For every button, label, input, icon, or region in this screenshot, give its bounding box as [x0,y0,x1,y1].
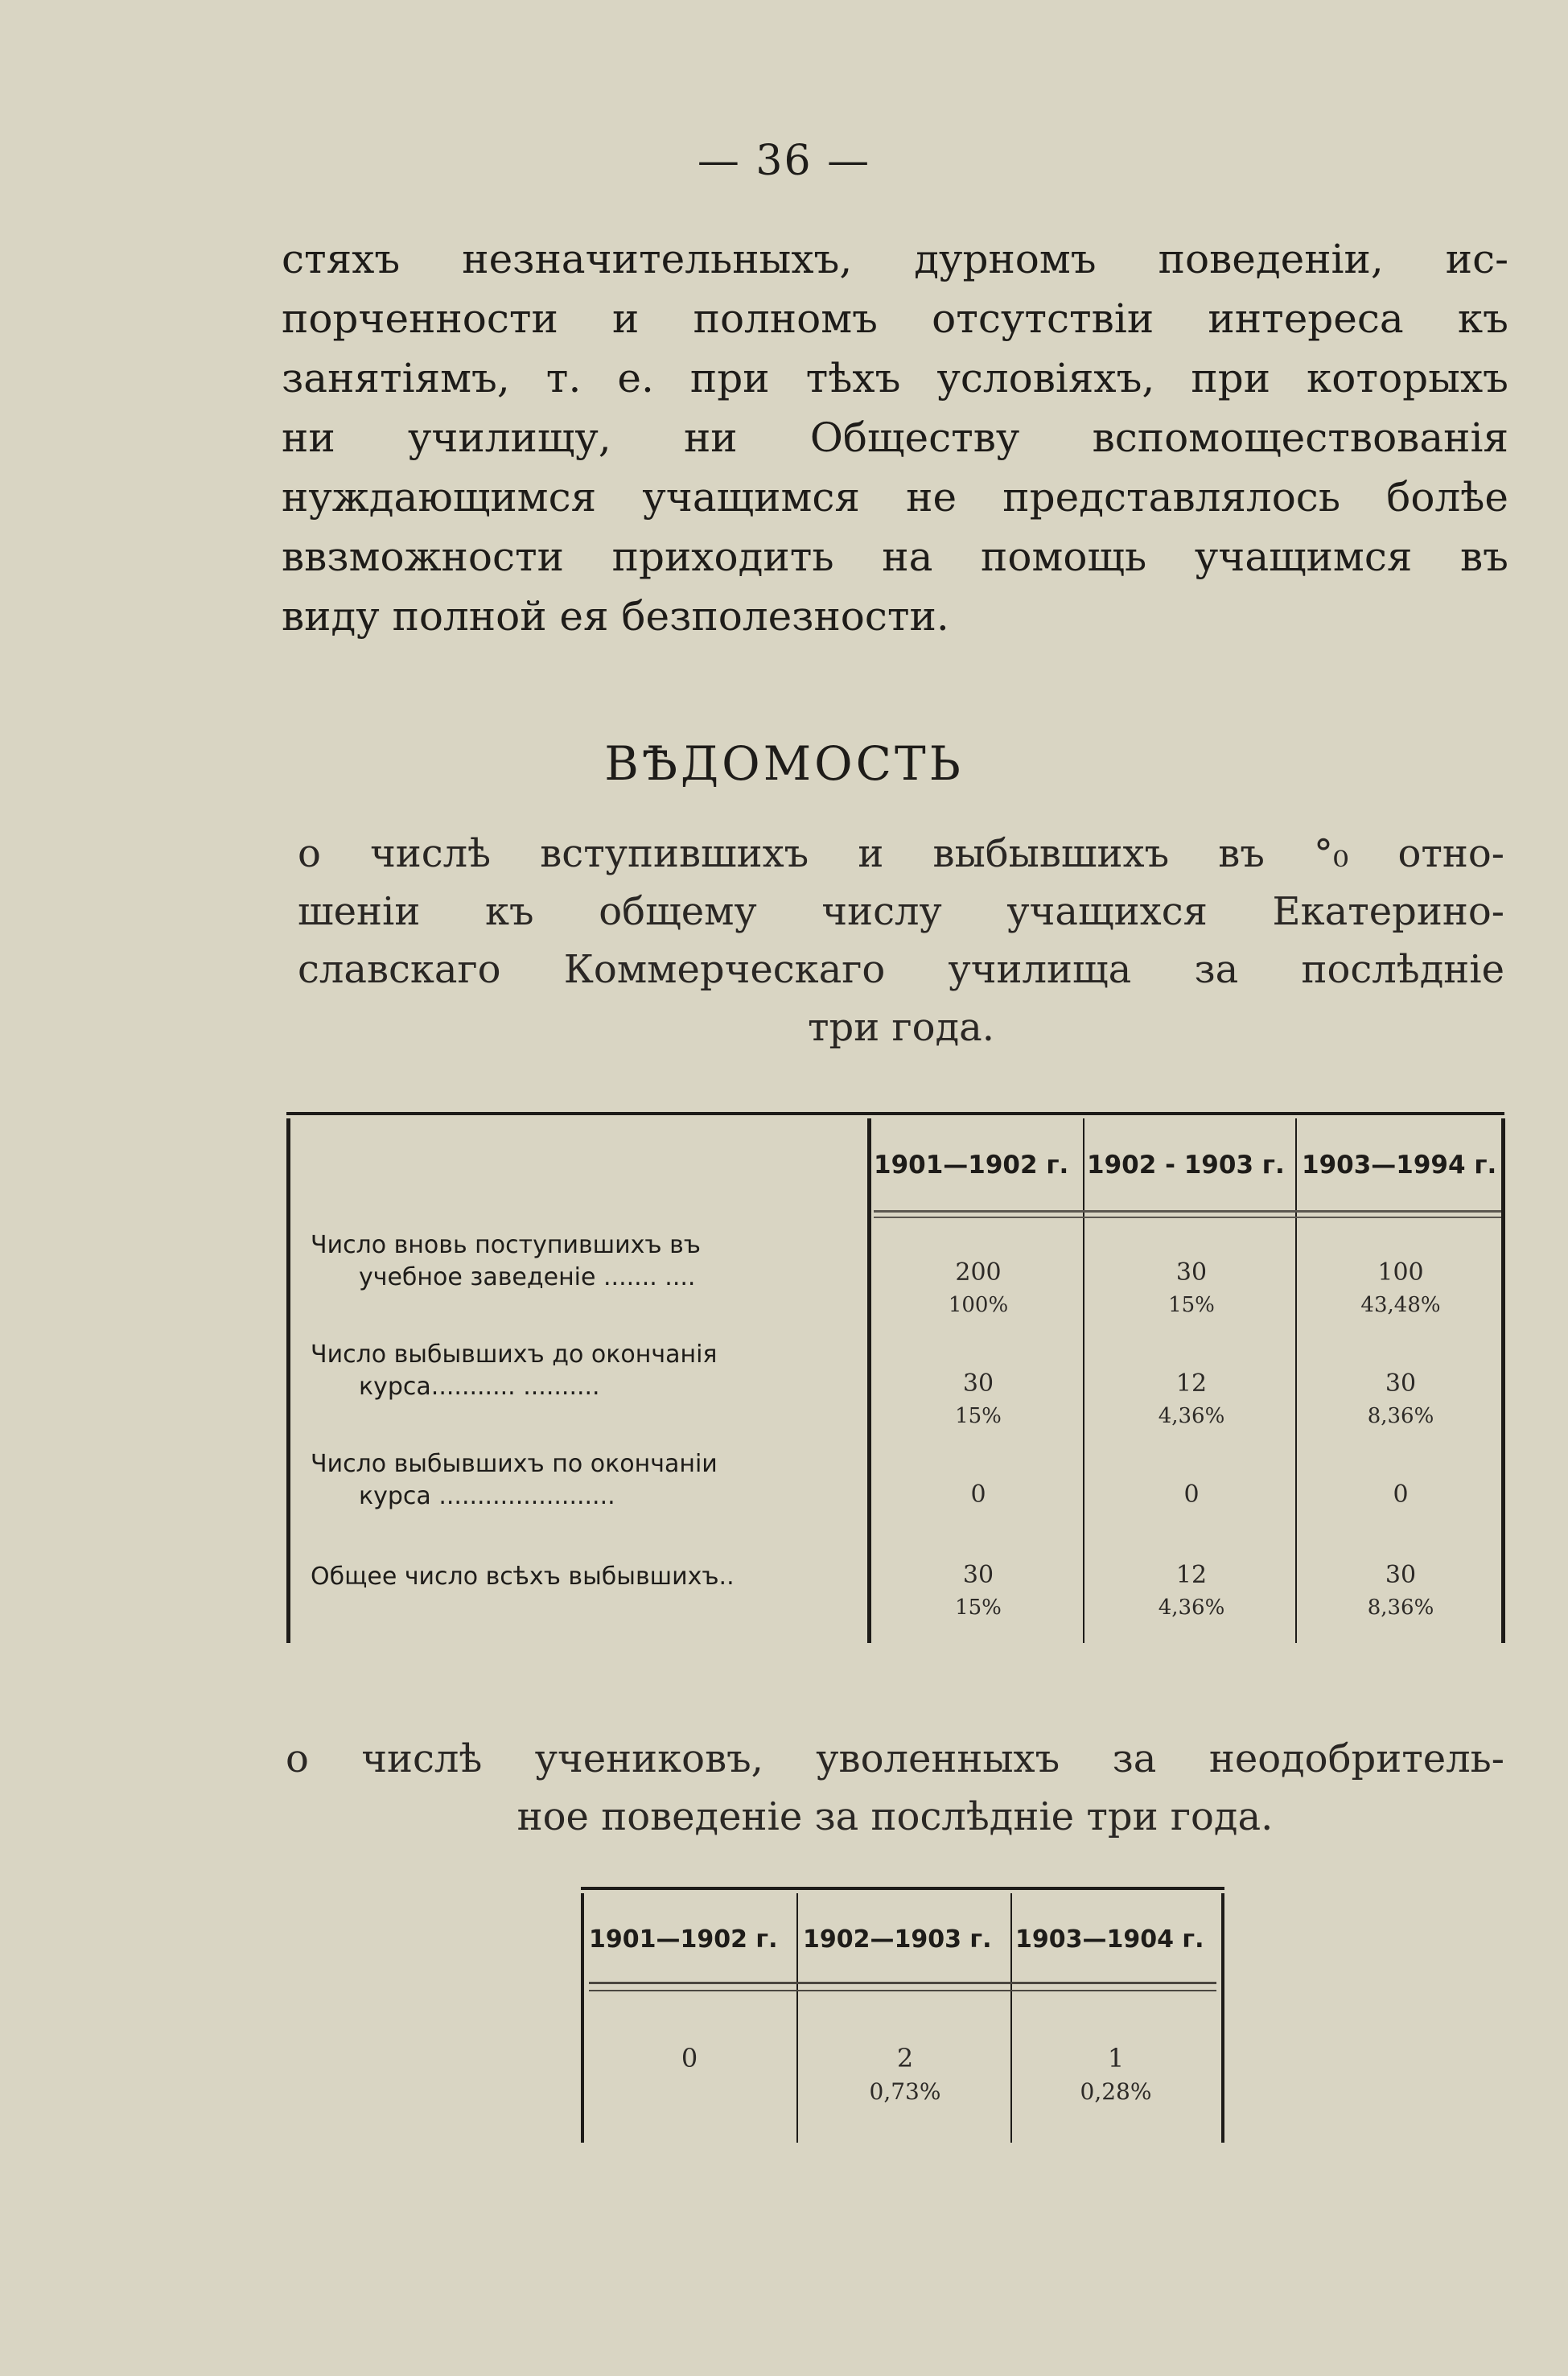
table-cell: 100 43,48% [1360,1258,1441,1317]
caption-line: о числѣ вступившихъ и выбывшихъ въ °₀ отно- [298,831,1504,876]
header-rule [874,1217,1501,1218]
table-cell: 0 [970,1480,986,1509]
table-border-left [581,1893,584,2143]
dismissal-table [581,1887,1224,2143]
table-cell: 2 0,73% [869,2043,941,2105]
table-divider [796,1893,798,2143]
caption-line: о числѣ учениковъ, уволенныхъ за неодобритель- [286,1736,1504,1781]
table-cell: 1 0,28% [1080,2043,1152,2105]
table-cell: 0 [681,2043,698,2073]
table1-caption [298,825,1504,1056]
row-label [311,1448,874,1513]
header-rule [589,1990,1216,1991]
row-label-line: учебное заведеніе ....... .... [359,1263,696,1291]
row-label [311,1339,874,1403]
text-line: нуждающимся учащимся не представлялось болѣе [282,474,1508,521]
text-line: занятіямъ, т. е. при тѣхъ условіяхъ, при которыхъ [282,355,1508,401]
column-header: 1901—1902 г. [874,1151,1069,1180]
table-divider [1010,1893,1012,2143]
table-cell: 30 15% [955,1369,1002,1428]
enrollment-table [286,1112,1504,1643]
text-line: виду полной ея безполезности. [282,593,949,640]
table-cell: 30 8,36% [1367,1561,1434,1620]
table-cell: 200 100% [948,1258,1009,1317]
table-cell: 0 [1393,1480,1409,1509]
column-header: 1902—1903 г. [803,1925,992,1954]
table-divider [1083,1118,1084,1643]
row-label [311,1561,874,1593]
table-cell: 12 4,36% [1158,1369,1225,1428]
page-number: — 36 — [697,137,871,185]
column-header: 1903—1904 г. [1015,1925,1204,1954]
caption-line: славскаго Коммерческаго училища за послѣдніе [298,947,1504,992]
text-line: стяхъ незначительныхъ, дурномъ поведеніи, ис- [282,236,1508,282]
table-border-left [286,1118,290,1643]
table-cell: 12 4,36% [1158,1561,1225,1620]
row-label [311,1229,874,1294]
table-border-right [1221,1893,1224,2143]
row-label-line: курса ....................... [359,1482,615,1510]
row-label-line: курса........... .......... [359,1373,600,1401]
text-line: порченности и полномъ отсутствіи интереса къ [282,295,1508,342]
table-top-rule [286,1112,1504,1115]
text-line: ни училищу, ни Обществу вспомоществованія [282,414,1508,461]
header-rule [874,1210,1501,1213]
table-cell: 0 [1183,1480,1200,1509]
caption-line: три года. [807,1005,994,1050]
caption-line: шеніи къ общему числу учащихся Екатерино- [298,889,1504,934]
table-cell: 30 15% [955,1561,1002,1620]
section-heading: ВѢДОМОСТЬ [604,736,964,791]
row-label-line: Число выбывшихъ до окончанія [311,1340,718,1369]
column-header: 1901—1902 г. [589,1925,778,1954]
table2-caption [286,1730,1504,1846]
row-label-line: Общее число всѣхъ выбывшихъ.. [311,1563,735,1591]
table-top-rule [581,1887,1224,1890]
table-cell: 30 8,36% [1367,1369,1434,1428]
column-header: 1903—1994 г. [1302,1151,1497,1180]
header-rule [589,1982,1216,1984]
row-label-line: Число выбывшихъ по окончаніи [311,1450,718,1478]
row-label-line: Число вновь поступившихъ въ [311,1231,701,1259]
table-cell: 30 15% [1168,1258,1215,1317]
text-line: ввзможности приходить на помощь учащимся въ [282,533,1508,580]
body-paragraph [282,229,1508,646]
caption-line: ное поведеніе за послѣдніе три года. [516,1794,1274,1839]
column-header: 1902 - 1903 г. [1087,1151,1285,1180]
